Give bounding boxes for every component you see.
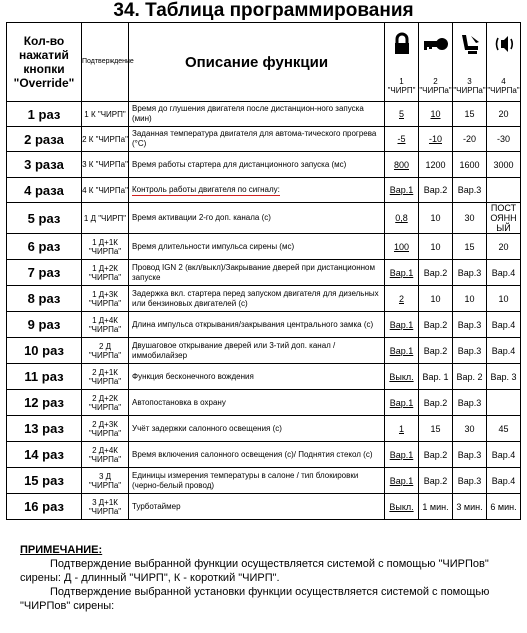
option-value-text: -30 xyxy=(496,134,510,144)
function-description-text: Учёт задержки салонного освещения (с) xyxy=(132,423,282,433)
press-count: 15 раз xyxy=(7,468,82,494)
option-value-3 xyxy=(453,494,487,520)
option-value-text: Вар.2 xyxy=(423,345,448,356)
key-icon xyxy=(423,33,449,55)
option-value-4 xyxy=(487,102,521,127)
option-value-text: Вар.3 xyxy=(457,397,482,408)
option-value-text: 800 xyxy=(393,159,410,170)
option-value-4 xyxy=(487,286,521,312)
lock-icon xyxy=(393,33,411,55)
option-value-2 xyxy=(419,338,453,364)
option-value-4 xyxy=(487,127,521,152)
seat-icon xyxy=(459,33,481,55)
table-row xyxy=(7,234,521,260)
option-value-text: 20 xyxy=(498,109,509,119)
option-value-text: Вар.1 xyxy=(389,319,414,330)
option-value-3 xyxy=(453,442,487,468)
press-count: 13 раз xyxy=(7,416,82,442)
header-col-2 xyxy=(419,23,453,102)
option-value-text: 3 мин. xyxy=(456,501,483,512)
option-value-2 xyxy=(419,468,453,494)
header-confirmation: Подтверждение xyxy=(82,23,129,102)
option-value-3 xyxy=(453,468,487,494)
function-description-text: Задержка вкл. стартера перед запуском двигателя для дизельных или бензиновых двигателей (с) xyxy=(132,288,379,308)
option-value-text: Вар.2 xyxy=(423,185,448,195)
press-count: 8 раз xyxy=(7,286,82,312)
option-value-text: Вар.2 xyxy=(423,475,448,486)
function-description xyxy=(129,127,385,152)
table-row xyxy=(7,338,521,364)
option-value-4 xyxy=(487,416,521,442)
option-value-2 xyxy=(419,234,453,260)
option-value-2 xyxy=(419,152,453,178)
option-value-3 xyxy=(453,102,487,127)
option-value-text: 1 xyxy=(398,423,404,434)
function-description-text: Длина импульса открывания/закрывания центрального замка (с) xyxy=(132,319,374,329)
function-description xyxy=(129,442,385,468)
option-value-text: 20 xyxy=(498,241,509,252)
option-value-1 xyxy=(385,364,419,390)
function-description-text: Время работы стартера для дистанционного запуска (мс) xyxy=(132,159,347,169)
option-value-3 xyxy=(453,234,487,260)
page-title: 34. Таблица программирования xyxy=(113,0,414,21)
option-value-1 xyxy=(385,152,419,178)
option-value-text: 1600 xyxy=(459,159,480,170)
function-description xyxy=(129,494,385,520)
option-value-4 xyxy=(487,312,521,338)
function-description xyxy=(129,390,385,416)
programming-table xyxy=(6,22,521,520)
header-col-3-label: 3 "ЧИРПа" xyxy=(453,77,486,95)
option-value-text: 30 xyxy=(464,213,475,223)
press-count: 2 раза xyxy=(7,127,82,152)
option-value-text: 15 xyxy=(464,109,475,119)
option-value-text: 100 xyxy=(393,241,410,252)
confirmation-code: 2 Д+1К "ЧИРПа" xyxy=(82,364,129,390)
option-value-text: 10 xyxy=(498,293,509,304)
option-value-text: Вар.3 xyxy=(457,345,482,356)
option-value-text: Вар.3 xyxy=(457,267,482,278)
table-row xyxy=(7,468,521,494)
header-col-2-label: 2 "ЧИРПа" xyxy=(419,77,452,95)
option-value-2 xyxy=(419,203,453,234)
table-row xyxy=(7,152,521,178)
siren-icon xyxy=(493,33,515,55)
option-value-text: Вар.3 xyxy=(457,475,482,486)
confirmation-code: 1 Д+4К "ЧИРПа" xyxy=(82,312,129,338)
header-presses: Кол-во нажатий кнопки "Override" xyxy=(7,23,82,102)
note-paragraph-1: Подтверждение выбранной функции осуществляется системой с помощью "ЧИРПов" сирены: Д - длинный "ЧИРП", К - короткий "ЧИРП". xyxy=(20,558,489,584)
header-description: Описание функции xyxy=(129,23,385,102)
option-value-text: Вар.2 xyxy=(423,449,448,460)
option-value-1 xyxy=(385,203,419,234)
option-value-1 xyxy=(385,312,419,338)
table-row xyxy=(7,390,521,416)
confirmation-code: 1 Д+1К "ЧИРПа" xyxy=(82,234,129,260)
confirmation-code: 2 Д+3К "ЧИРПа" xyxy=(82,416,129,442)
function-description-text: Время включения салонного освещения (с)/ Поднятия стекол (с) xyxy=(132,449,373,459)
confirmation-code: 2 К "ЧИРПа" xyxy=(82,127,129,152)
press-count: 12 раз xyxy=(7,390,82,416)
confirmation-code: 2 Д "ЧИРПа" xyxy=(82,338,129,364)
option-value-2 xyxy=(419,260,453,286)
function-description-text: Заданная температура двигателя для автома-тического прогрева (°C) xyxy=(132,129,377,148)
table-row xyxy=(7,494,521,520)
option-value-3 xyxy=(453,127,487,152)
press-count: 3 раза xyxy=(7,152,82,178)
option-value-1 xyxy=(385,390,419,416)
confirmation-code: 1 Д+2К "ЧИРПа" xyxy=(82,260,129,286)
option-value-1 xyxy=(385,494,419,520)
option-value-text: Вар.1 xyxy=(389,449,414,460)
option-value-3 xyxy=(453,390,487,416)
option-value-text: 1 мин. xyxy=(422,501,449,512)
confirmation-code: 1 К "ЧИРП" xyxy=(82,102,129,127)
confirmation-code: 4 К "ЧИРПа" xyxy=(82,178,129,203)
press-count: 7 раз xyxy=(7,260,82,286)
press-count: 9 раз xyxy=(7,312,82,338)
option-value-2 xyxy=(419,286,453,312)
option-value-4 xyxy=(487,260,521,286)
option-value-text: -10 xyxy=(428,134,442,144)
function-description xyxy=(129,312,385,338)
option-value-text: 10 xyxy=(430,213,441,223)
press-count: 1 раз xyxy=(7,102,82,127)
option-value-text: 10 xyxy=(430,241,441,252)
option-value-3 xyxy=(453,260,487,286)
option-value-2 xyxy=(419,178,453,203)
option-value-4 xyxy=(487,203,521,234)
header-col-1-label: 1 "ЧИРП" xyxy=(387,77,416,95)
option-value-3 xyxy=(453,364,487,390)
option-value-text: -20 xyxy=(462,134,476,144)
header-col-3 xyxy=(453,23,487,102)
table-header-row xyxy=(7,23,521,102)
option-value-text: 5 xyxy=(398,109,404,119)
option-value-text: 10 xyxy=(464,293,475,304)
press-count: 11 раз xyxy=(7,364,82,390)
table-row xyxy=(7,260,521,286)
option-value-text: 10 xyxy=(430,293,441,304)
option-value-text: ПОСТ ОЯНН ЫЙ xyxy=(490,203,517,233)
option-value-text: Вар.1 xyxy=(389,267,414,278)
note-section xyxy=(20,543,520,613)
option-value-4 xyxy=(487,234,521,260)
option-value-text: Вар.1 xyxy=(389,185,414,195)
option-value-2 xyxy=(419,390,453,416)
function-description xyxy=(129,416,385,442)
table-row xyxy=(7,312,521,338)
option-value-1 xyxy=(385,178,419,203)
table-row xyxy=(7,416,521,442)
table-row xyxy=(7,203,521,234)
function-description xyxy=(129,286,385,312)
option-value-4 xyxy=(487,178,521,203)
function-description-text: Провод IGN 2 (вкл/выкл)/Закрывание дверей при дистанционном запуске xyxy=(132,262,375,282)
press-count: 14 раз xyxy=(7,442,82,468)
function-description xyxy=(129,178,385,203)
header-col-1 xyxy=(385,23,419,102)
option-value-4 xyxy=(487,442,521,468)
option-value-text: 1200 xyxy=(425,159,446,170)
option-value-3 xyxy=(453,203,487,234)
table-row xyxy=(7,178,521,203)
function-description-text: Автопостановка в охрану xyxy=(132,397,226,407)
option-value-text: Вар.3 xyxy=(457,449,482,460)
option-value-3 xyxy=(453,416,487,442)
function-description xyxy=(129,468,385,494)
option-value-text: 6 мин. xyxy=(490,501,517,512)
function-description-text: Время активации 2-го доп. канала (с) xyxy=(132,213,271,222)
press-count: 10 раз xyxy=(7,338,82,364)
option-value-text: Вар.4 xyxy=(491,267,516,278)
table-row xyxy=(7,102,521,127)
option-value-2 xyxy=(419,494,453,520)
option-value-4 xyxy=(487,390,521,416)
option-value-text: Вар.3 xyxy=(457,319,482,330)
option-value-text: 10 xyxy=(430,109,441,119)
option-value-2 xyxy=(419,364,453,390)
option-value-4 xyxy=(487,338,521,364)
option-value-text: 2 xyxy=(398,293,404,304)
press-count: 16 раз xyxy=(7,494,82,520)
header-col-4-label: 4 "ЧИРПа" xyxy=(487,77,520,95)
option-value-text: Выкл. xyxy=(389,371,414,382)
option-value-4 xyxy=(487,468,521,494)
option-value-3 xyxy=(453,312,487,338)
header-col-4 xyxy=(487,23,521,102)
confirmation-code: 3 Д+1К "ЧИРПа" xyxy=(82,494,129,520)
option-value-2 xyxy=(419,127,453,152)
option-value-3 xyxy=(453,152,487,178)
option-value-text: Вар.1 xyxy=(389,345,414,356)
confirmation-code: 1 Д+3К "ЧИРПа" xyxy=(82,286,129,312)
option-value-text: 30 xyxy=(464,423,475,434)
option-value-text: Вар. 3 xyxy=(490,371,517,382)
option-value-1 xyxy=(385,442,419,468)
function-description-text: Двушаговое открывание дверей или 3-тий доп. канал / иммобилайзер xyxy=(132,340,336,360)
option-value-1 xyxy=(385,102,419,127)
press-count: 4 раза xyxy=(7,178,82,203)
option-value-text: Вар. 2 xyxy=(456,371,483,382)
function-description xyxy=(129,260,385,286)
function-description xyxy=(129,203,385,234)
confirmation-code: 2 Д+4К "ЧИРПа" xyxy=(82,442,129,468)
option-value-2 xyxy=(419,102,453,127)
option-value-text: Вар.1 xyxy=(389,475,414,486)
option-value-text: Вар. 1 xyxy=(422,371,449,382)
option-value-1 xyxy=(385,234,419,260)
option-value-text: Вар.2 xyxy=(423,319,448,330)
option-value-1 xyxy=(385,416,419,442)
option-value-text: 15 xyxy=(430,423,441,434)
press-count: 5 раз xyxy=(7,203,82,234)
option-value-text: Вар.3 xyxy=(457,185,482,195)
option-value-1 xyxy=(385,260,419,286)
function-description-text: Время до глушения двигателя после дистанцион-ного запуска (мин) xyxy=(132,104,364,123)
option-value-3 xyxy=(453,286,487,312)
press-count: 6 раз xyxy=(7,234,82,260)
option-value-1 xyxy=(385,127,419,152)
option-value-text: Вар.4 xyxy=(491,345,516,356)
option-value-1 xyxy=(385,338,419,364)
option-value-text: Вар.4 xyxy=(491,475,516,486)
confirmation-code: 3 К "ЧИРПа" xyxy=(82,152,129,178)
option-value-text: 3000 xyxy=(493,159,514,170)
function-description xyxy=(129,364,385,390)
table-row xyxy=(7,286,521,312)
option-value-text: Вар.1 xyxy=(389,397,414,408)
function-description xyxy=(129,234,385,260)
confirmation-code: 1 Д "ЧИРП" xyxy=(82,203,129,234)
function-description xyxy=(129,102,385,127)
function-description-text: Функция бесконечного вождения xyxy=(132,371,254,381)
function-description-text: Время длительности импульса сирены (мс) xyxy=(132,241,295,251)
function-description xyxy=(129,338,385,364)
option-value-3 xyxy=(453,338,487,364)
option-value-4 xyxy=(487,152,521,178)
function-description xyxy=(129,152,385,178)
confirmation-code: 3 Д "ЧИРПа" xyxy=(82,468,129,494)
option-value-1 xyxy=(385,468,419,494)
confirmation-code: 2 Д+2К "ЧИРПа" xyxy=(82,390,129,416)
option-value-text: -5 xyxy=(397,134,406,144)
function-description-text: Контроль работы двигателя по сигналу: xyxy=(132,184,280,194)
option-value-1 xyxy=(385,286,419,312)
note-paragraph-2: Подтверждение выбранной установки функции осуществляется системой с помощью "ЧИРПов" сирены: xyxy=(20,586,490,612)
option-value-text: 45 xyxy=(498,423,509,434)
option-value-4 xyxy=(487,364,521,390)
function-description-text: Турботаймер xyxy=(132,501,181,511)
option-value-3 xyxy=(453,178,487,203)
option-value-2 xyxy=(419,442,453,468)
option-value-text: Вар.4 xyxy=(491,319,516,330)
option-value-4 xyxy=(487,494,521,520)
table-row xyxy=(7,127,521,152)
option-value-text: Вар.2 xyxy=(423,267,448,278)
table-row xyxy=(7,364,521,390)
function-description-text: Единицы измерения температуры в салоне / тип блокировки (черно-белый провод) xyxy=(132,470,359,490)
option-value-2 xyxy=(419,416,453,442)
option-value-text: Выкл. xyxy=(389,501,414,512)
option-value-text: Вар.4 xyxy=(491,449,516,460)
table-row xyxy=(7,442,521,468)
note-title: ПРИМЕЧАНИЕ: xyxy=(20,544,103,556)
option-value-text: Вар.2 xyxy=(423,397,448,408)
option-value-text: 15 xyxy=(464,241,475,252)
option-value-2 xyxy=(419,312,453,338)
option-value-text: 0,8 xyxy=(395,213,408,223)
